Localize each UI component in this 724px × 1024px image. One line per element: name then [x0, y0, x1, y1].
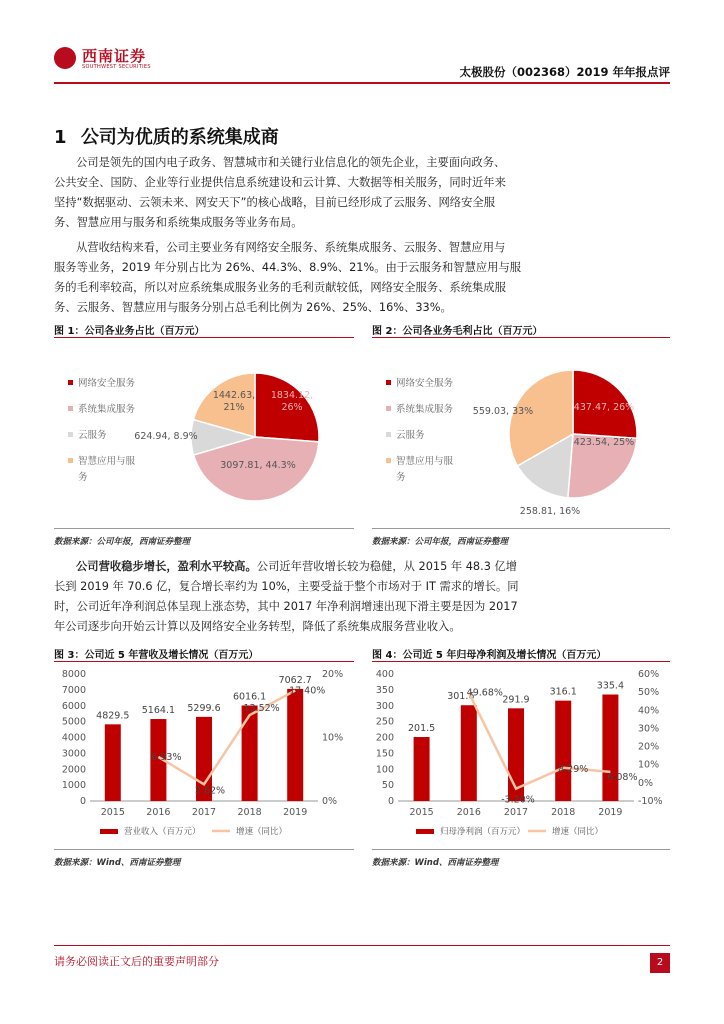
legend-label: 智慧应用与服: [78, 456, 136, 467]
text-line: 公司是领先的国内电子政务、智慧城市和关键行业信息化的领先企业，主要面向政务、: [76, 156, 506, 169]
logo-icon: [54, 47, 76, 69]
legend-label: 网络安全服务: [396, 378, 454, 389]
bar: [287, 689, 303, 801]
x-tick-label: 2017: [503, 807, 529, 818]
fig3-bottom-rule: [54, 849, 354, 850]
fig1-source: 数据来源：公司年报，西南证券整理: [54, 537, 191, 547]
x-tick-label: 2016: [456, 807, 481, 818]
bar-label: 316.1: [549, 686, 577, 698]
x-tick-label: 2015: [100, 807, 125, 818]
fig3-title-rule: [54, 661, 354, 662]
data-label: 624.94, 8.9%: [134, 431, 198, 442]
text-line: 坚持“数据驱动、云领未来、网安天下”的核心战略，目前已经形成了云服务、网络安全服: [54, 196, 495, 209]
fig1-title: 图 1：公司各业务占比（百万元）: [54, 326, 205, 337]
y2-tick-label: 60%: [638, 669, 660, 680]
bar-label: 6016.1: [232, 691, 267, 703]
fig3-title: 图 3：公司近 5 年营收及增长情况（百万元）: [54, 650, 259, 661]
text-line: 务的毛利率较高，所以对应系统集成服务业务的毛利贡献较低，网络安全服务、系统集成服: [54, 281, 506, 294]
y-tick-label: 0: [79, 796, 86, 807]
x-tick-label: 2017: [191, 807, 217, 818]
text-line: 公共安全、国防、企业等行业提供信息系统建设和云计算、大数据等相关服务，同时近年来: [54, 176, 506, 189]
data-label: 3097.81, 44.3%: [220, 460, 296, 471]
y-tick-label: 4000: [61, 732, 86, 744]
text-line: 务、智慧应用与服务和系统集成服务等业务布局。: [54, 216, 303, 229]
legend-label: 系统集成服务: [396, 404, 454, 415]
bar-label: 5299.6: [187, 702, 221, 714]
x-tick-label: 2018: [237, 807, 262, 818]
fig1-bottom-rule: [54, 528, 354, 529]
header-divider: [54, 82, 670, 84]
y-tick-label: 6000: [61, 700, 86, 712]
paragraph-growth: [54, 557, 670, 637]
legend-label: 智慧应用与服: [396, 456, 454, 467]
legend-label: 归母净利润（百万元）: [440, 827, 526, 837]
text-line: 长到 2019 年 70.6 亿，复合增长率约为 10%，主要受益于整个市场对于 IT 需求的增长。同: [54, 580, 519, 593]
page-number: 2: [650, 953, 670, 973]
y-tick-label: 8000: [61, 669, 86, 680]
text-line: [54, 557, 670, 577]
bar-label: 4829.5: [96, 710, 130, 722]
legend-label: 云服务: [78, 430, 107, 441]
fig2-title: 图 2：公司各业务毛利占比（百万元）: [372, 326, 543, 337]
growth-label: 6.93%: [151, 751, 182, 763]
legend-label: 网络安全服务: [78, 378, 136, 389]
legend-swatch: [68, 380, 73, 385]
x-tick-label: 2016: [146, 807, 171, 818]
x-tick-label: 2015: [409, 807, 434, 818]
x-tick-label: 2019: [598, 807, 623, 818]
y2-tick-label: 10%: [638, 759, 660, 771]
y-tick-label: 2000: [61, 764, 86, 776]
growth-label: -3.20%: [501, 794, 535, 806]
fig3-source: 数据来源：Wind、西南证券整理: [54, 858, 181, 868]
growth-label: 17.40%: [289, 685, 326, 697]
legend-label: 营业收入（百万元）: [124, 827, 201, 837]
y-tick-label: 7000: [61, 684, 86, 696]
bar-label: 5164.1: [141, 705, 176, 717]
bold-lead: 公司营收稳步增长，盈利水平较高。: [76, 560, 257, 573]
logo-name: 西南证券: [82, 47, 147, 65]
fig3-combo-chart: [54, 664, 354, 846]
paragraph-revenue-structure: [54, 238, 670, 318]
y-tick-label: 350: [375, 684, 394, 696]
text-span: 公司近年营收增长较为稳健，从 2015 年 48.3 亿增: [256, 560, 518, 573]
y-tick-label: 50: [381, 780, 394, 792]
y-tick-label: 0: [387, 796, 394, 807]
bar-label: 335.4: [596, 680, 625, 692]
fig2-title-rule: [372, 337, 670, 338]
growth-label: 2.62%: [194, 785, 226, 797]
legend-label: 云服务: [396, 430, 425, 441]
y2-tick-label: -10%: [638, 796, 663, 807]
legend-swatch: [68, 432, 73, 437]
legend-swatch: [100, 829, 118, 834]
y-tick-label: 1000: [61, 780, 86, 792]
section-title: 公司为优质的系统集成商: [80, 127, 279, 148]
fig4-title: 图 4：公司近 5 年归母净利润及增长情况（百万元）: [372, 650, 607, 661]
growth-label: 13.52%: [243, 703, 280, 715]
y2-tick-label: 50%: [638, 687, 660, 699]
data-label: 21%: [223, 402, 245, 413]
bar: [602, 695, 618, 801]
data-label: 1442.63,: [212, 390, 256, 401]
legend-label: 增速（同比）: [236, 827, 288, 837]
bar: [555, 701, 571, 801]
y2-tick-label: 10%: [322, 732, 344, 744]
y-tick-label: 250: [375, 716, 394, 728]
fig4-source: 数据来源：Wind、西南证券整理: [372, 858, 499, 868]
text-line: 务、云服务、智慧应用与服务分别占总毛利比例为 26%、25%、16%、33%。: [54, 301, 452, 314]
legend-swatch: [386, 406, 391, 411]
x-tick-label: 2018: [551, 807, 576, 818]
footer-divider: [54, 945, 670, 946]
fig4-combo-chart: [372, 664, 670, 846]
legend-label: 务: [78, 472, 88, 483]
bar: [242, 705, 258, 801]
paragraph-intro: [54, 153, 670, 233]
fig1-pie-chart: [54, 342, 354, 522]
fig2-source: 数据来源：公司年报，西南证券整理: [372, 537, 509, 547]
y-tick-label: 150: [375, 748, 394, 760]
fig2-bottom-rule: [372, 528, 670, 529]
data-label: 437.47, 26%: [573, 402, 635, 413]
text-line: 服务等业务，2019 年分别占比为 26%、44.3%、8.9%、21%。由于云服务和智慧应用与服: [54, 261, 522, 274]
bar-label: 7062.7: [278, 674, 312, 686]
y-tick-label: 300: [375, 700, 394, 712]
growth-label: 6.08%: [607, 771, 638, 783]
logo-english: SOUTHWEST SECURITIES: [82, 64, 151, 70]
bar: [414, 737, 430, 801]
data-label: 559.03, 33%: [472, 406, 534, 417]
y-tick-label: 200: [375, 732, 394, 744]
bar-label: 201.5: [407, 723, 436, 735]
legend-label: 务: [396, 472, 406, 483]
bar-label: 291.9: [502, 694, 530, 706]
bar-label: 301.6: [447, 691, 475, 703]
legend-swatch: [386, 432, 391, 437]
footer-disclaimer: 请务必阅读正文后的重要声明部分: [54, 955, 219, 968]
legend-swatch: [416, 829, 434, 834]
text-line: 时，公司近年净利润总体呈现上涨态势，其中 2017 年净利润增速出现下滑主要是因为 2017: [54, 600, 518, 613]
legend-label: 系统集成服务: [78, 404, 136, 415]
y2-tick-label: 30%: [638, 723, 660, 735]
section-number: 1: [54, 127, 67, 148]
y-tick-label: 3000: [61, 748, 86, 760]
section-heading: [54, 123, 279, 149]
legend-swatch: [386, 380, 391, 385]
legend-swatch: [68, 406, 73, 411]
bar: [105, 724, 121, 801]
data-label: 258.81, 16%: [519, 506, 581, 517]
text-line: 从营收结构来看，公司主要业务有网络安全服务、系统集成服务、云服务、智慧应用与: [76, 241, 506, 254]
data-label: 423.54, 25%: [573, 437, 635, 448]
y-tick-label: 5000: [61, 716, 86, 728]
growth-label: 49.68%: [466, 687, 503, 699]
legend-swatch: [386, 458, 391, 463]
fig4-bottom-rule: [372, 849, 670, 850]
fig4-title-rule: [372, 661, 670, 662]
y2-tick-label: 0%: [322, 796, 338, 807]
data-label: 1834.12,: [270, 390, 314, 401]
growth-line: [469, 693, 611, 789]
y2-tick-label: 40%: [638, 705, 660, 717]
report-title: 太极股份（002368）2019 年年报点评: [459, 65, 670, 79]
data-label: 26%: [281, 402, 303, 413]
y-tick-label: 100: [375, 764, 394, 776]
fig2-pie-chart: [372, 342, 670, 522]
text-line: 年公司逐步向开始云计算以及网络安全业务转型，降低了系统集成服务营业收入。: [54, 620, 461, 633]
x-tick-label: 2019: [283, 807, 308, 818]
y-tick-label: 400: [375, 669, 394, 680]
y2-tick-label: 20%: [322, 669, 344, 680]
growth-label: 8.29%: [558, 763, 589, 775]
y2-tick-label: 20%: [638, 741, 660, 753]
legend-label: 增速（同比）: [552, 827, 604, 837]
legend-swatch: [68, 458, 73, 463]
y2-tick-label: 0%: [638, 777, 654, 789]
fig1-title-rule: [54, 337, 354, 338]
bar: [461, 705, 477, 801]
